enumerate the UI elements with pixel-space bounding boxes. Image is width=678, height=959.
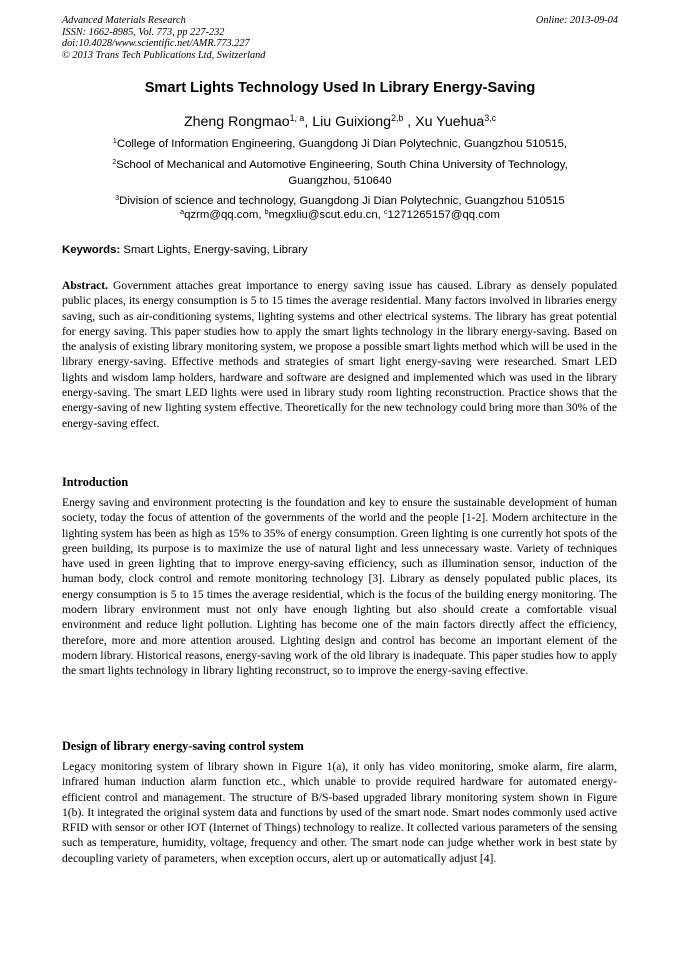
doi-line: doi:10.4028/www.scientific.net/AMR.773.227 (62, 38, 250, 50)
abstract (62, 278, 617, 431)
affiliation-2 (62, 158, 618, 189)
section-heading-introduction: Introduction (62, 475, 129, 489)
affiliation-3 (62, 194, 618, 210)
author-list (62, 114, 618, 130)
affiliation-text: College of Information Engineering, Guangdong Ji Dian Polytechnic, Guangzhou 510515, (116, 138, 568, 150)
email-sup: b (264, 209, 269, 217)
journal-name: Advanced Materials Research (62, 15, 186, 26)
author-sup: 2,b (391, 113, 404, 124)
email-address[interactable]: qzrm@qq.com (184, 209, 259, 221)
author-separator: , (403, 114, 416, 130)
email-sup: c (384, 209, 388, 217)
affiliation-num: 3 (115, 195, 120, 203)
abstract-text: Government attaches great importance to energy saving issue has caused. Library as densely populated public places, its energy consumption is 5 to 15 times the average residential. Many factors involved in libraries energy saving, such as air-conditioning systems, lighting systems and other electrical systems. The library has great potential for energy saving. This paper studies how to apply the smart lights technology in the library energy-saving. Based on the analysis of existing library monitoring system, we propose a possible smart lights method which will be used in the library energy-saving. Effective methods and strategies of smart light energy-saving were researched. Smart LED lights and wisdom lamp holders, hardware and software are designed and implemented which was used in the library energy-saving. The smart LED lights were used in library study room lighting reconstruction. Practice shows that the energy-saving of new lighting system effective. Theoretically for the new technology could bring more than 30% of the energy-saving effect. (62, 279, 617, 430)
affiliation-text: School of Mechanical and Automotive Engineering, South China University of Technology, (116, 159, 568, 171)
author-sup: 1, a (289, 113, 305, 124)
copyright-line: © 2013 Trans Tech Publications Ltd, Switzerland (62, 49, 266, 61)
abstract-label: Abstract. (62, 279, 109, 292)
section-text-introduction: Energy saving and environment protecting is the foundation and key to ensure the sustainable development of human society, today the focus of attention of the governments of the world and the people [1-2]. Modern architecture in the lighting system has been as high as 15% to 35% of energy consumption. Green lighting is one currently hot spots of the green building, its purpose is to maximize the use of natural light and less unnecessary waste. Variety of techniques have used in green lighting that to improve energy-saving efficiency, such as illumination sensor, induction of the human body, clock control and remote monitoring technology [3]. Library as densely populated public places, its energy consumption is 5 to 15 times the average residential, which is the focus of the building energy monitoring. The modern library environment must not only have enough lighting but also should create a comfortable visual environment and reduce light pollution. Lighting has become one of the main factors directly affect the efficiency, therefore, more and more attention aroused. Lighting design and control has become an important element of the modern library. Historical reasons, energy-saving work of the old library is inadequate. This paper studies how to apply the smart lights technology in library lighting reconstruct, so to improve the energy-saving effective. (62, 496, 617, 678)
issn-line: ISSN: 1662-8985, Vol. 773, pp 227-232 (62, 26, 225, 38)
author-name: Xu Yuehua (415, 114, 485, 130)
affiliation-1 (62, 137, 618, 153)
email-list (62, 209, 618, 221)
affiliation-text-line2: Guangzhou, 510640 (288, 174, 392, 187)
online-date: Online: 2013-09-04 (535, 15, 618, 26)
author-name: Zheng Rongmao (183, 114, 290, 130)
author-name: Liu Guixiong (312, 114, 392, 130)
email-separator: , (377, 209, 385, 221)
publication-header (62, 15, 618, 61)
section-heading-design: Design of library energy-saving control system (62, 739, 304, 753)
affiliation-num: 1 (112, 138, 117, 146)
affiliation-text: Division of science and technology, Guangdong Ji Dian Polytechnic, Guangzhou 510515 (119, 195, 565, 207)
keywords (62, 244, 618, 256)
keywords-label: Keywords: (62, 244, 121, 256)
author-separator: , (304, 114, 313, 130)
email-address[interactable]: 1271265157@qq.com (387, 209, 500, 221)
email-separator: , (258, 209, 265, 221)
paper-title: Smart Lights Technology Used In Library Energy-Saving (144, 80, 536, 96)
email-address[interactable]: megxliu@scut.edu.cn (268, 209, 378, 221)
keywords-text: Smart Lights, Energy-saving, Library (120, 244, 308, 256)
section-text-design: Legacy monitoring system of library shown in Figure 1(a), it only has video monitoring, smoke alarm, fire alarm, infrared human induction alarm function etc., which unable to provide required hardware for automated energy-efficient control and management. The structure of B/S-based upgraded library monitoring system shown in Figure 1(b). It integrated the original system data and functions by used of the smart node. Smart nodes commonly used active RFID with sensor or other IOT (Internet of Things) technology to realize. It collected various parameters of the sensing such as temperature, humidity, voltage, frequency and other. The smart node can judge whether work in best state by decoupling variety of parameters, when exception occurs, alert up or automatically adjust [4]. (62, 760, 617, 865)
affiliation-num: 2 (112, 159, 117, 167)
author-sup: 3,c (484, 113, 497, 124)
email-sup: a (180, 209, 185, 217)
